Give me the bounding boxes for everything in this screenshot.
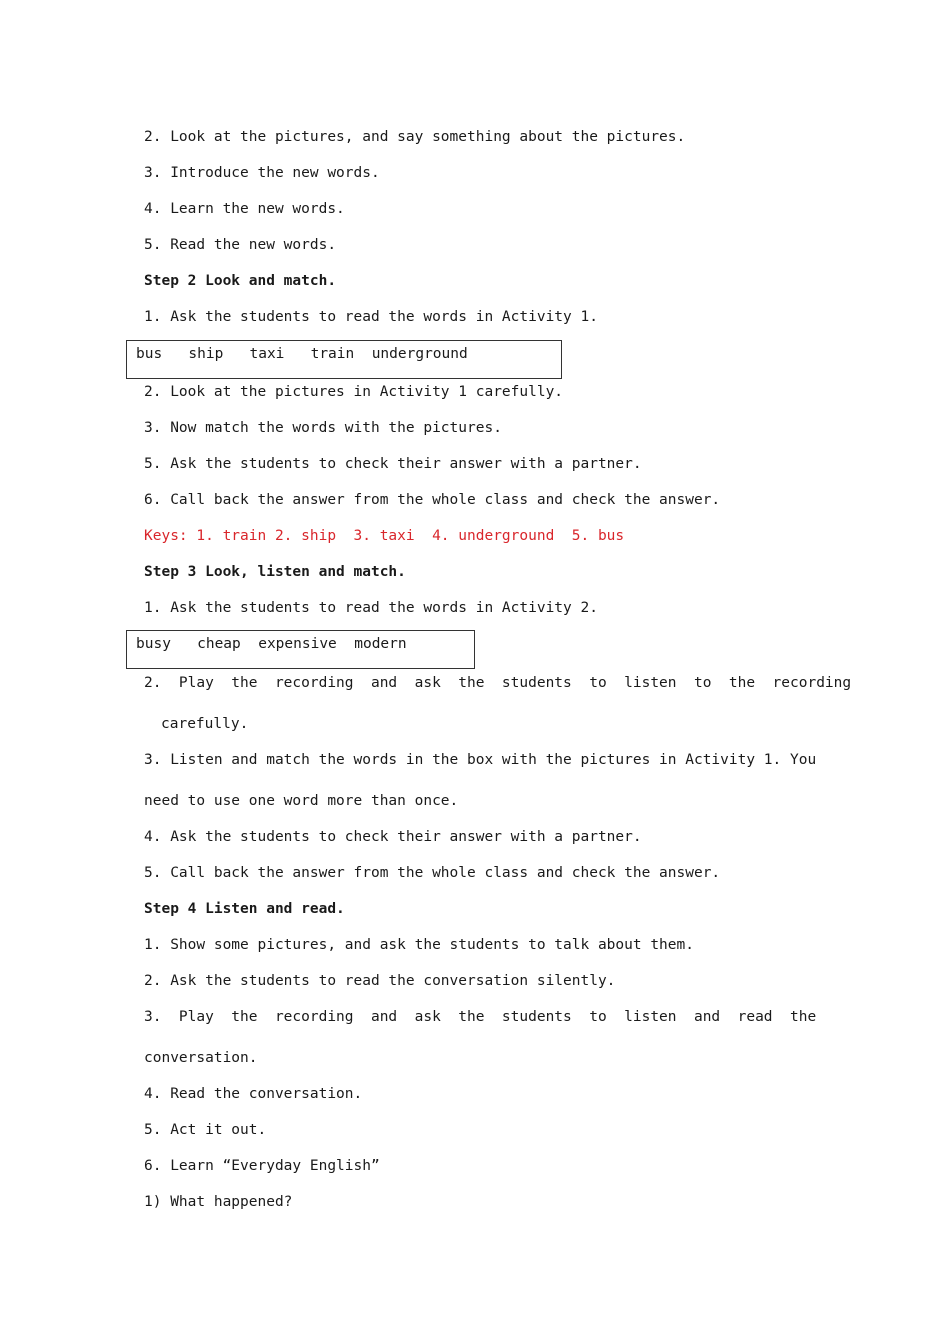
answer-keys: Keys: 1. train 2. ship 3. taxi 4. underground 5. bus: [144, 528, 625, 544]
line-step4-6: 6. Learn “Everyday English”: [144, 1158, 380, 1174]
line-step4-4: 4. Read the conversation.: [144, 1086, 363, 1102]
line-step2-3: 3. Now match the words with the pictures.: [144, 420, 502, 436]
line-step2-2: 2. Look at the pictures in Activity 1 carefully.: [144, 384, 564, 400]
line-introduce-words: 3. Introduce the new words.: [144, 165, 380, 181]
word-box-activity-1: [126, 340, 562, 379]
line-step2-1: 1. Ask the students to read the words in Activity 1.: [144, 309, 598, 325]
word-box-activity-2-text: busy cheap expensive modern: [136, 636, 407, 652]
line-step2-5: 5. Ask the students to check their answer with a partner.: [144, 456, 642, 472]
heading-step-3: Step 3 Look, listen and match.: [144, 564, 406, 580]
line-step4-3: 3. Play the recording and ask the students to listen and read the: [144, 1009, 817, 1025]
line-step3-3-cont: need to use one word more than once.: [144, 793, 459, 809]
line-step3-5: 5. Call back the answer from the whole class and check the answer.: [144, 865, 721, 881]
line-step4-5: 5. Act it out.: [144, 1122, 267, 1138]
line-look-pictures: 2. Look at the pictures, and say something about the pictures.: [144, 129, 686, 145]
line-read-words: 5. Read the new words.: [144, 237, 337, 253]
heading-step-2: Step 2 Look and match.: [144, 273, 337, 289]
line-step3-1: 1. Ask the students to read the words in Activity 2.: [144, 600, 598, 616]
line-step3-4: 4. Ask the students to check their answer with a partner.: [144, 829, 642, 845]
line-step4-2: 2. Ask the students to read the conversation silently.: [144, 973, 616, 989]
word-box-activity-2: [126, 630, 475, 669]
line-step3-2: 2. Play the recording and ask the students to listen to the recording: [144, 675, 852, 691]
line-step3-3: 3. Listen and match the words in the box with the pictures in Activity 1. You: [144, 752, 817, 768]
line-step4-3-cont: conversation.: [144, 1050, 258, 1066]
line-step2-6: 6. Call back the answer from the whole class and check the answer.: [144, 492, 721, 508]
line-step4-1: 1. Show some pictures, and ask the students to talk about them.: [144, 937, 694, 953]
line-step4-7: 1) What happened?: [144, 1194, 293, 1210]
word-box-activity-1-text: bus ship taxi train underground: [136, 346, 468, 362]
line-step3-2-cont: carefully.: [161, 716, 249, 732]
heading-step-4: Step 4 Listen and read.: [144, 901, 345, 917]
line-learn-words: 4. Learn the new words.: [144, 201, 345, 217]
